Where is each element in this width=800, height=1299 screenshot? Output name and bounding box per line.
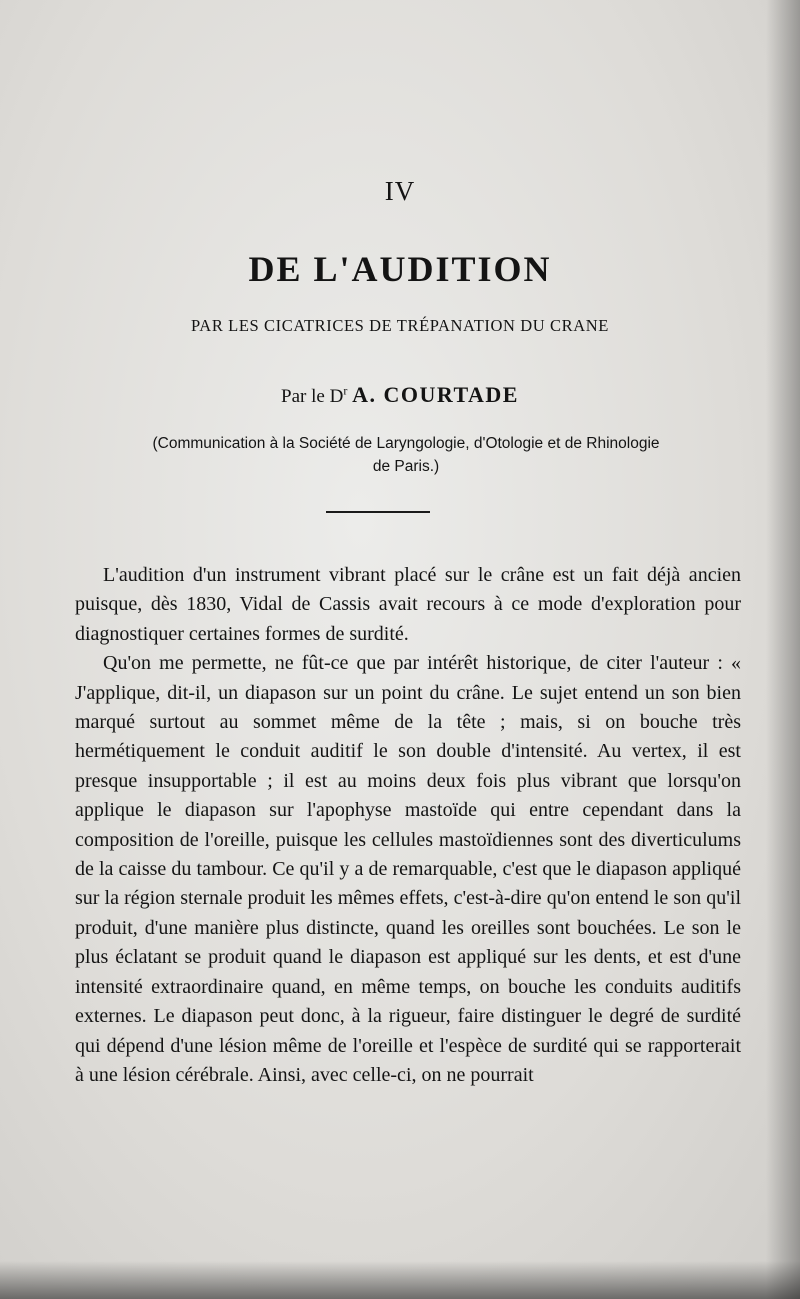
page-edge-shadow-bottom <box>0 1261 800 1299</box>
section-divider <box>326 511 430 513</box>
communication-note <box>76 432 736 478</box>
chapter-subtitle: PAR LES CICATRICES DE TRÉPANATION DU CRANE <box>191 316 609 335</box>
communication-line-1: (Communication à la Société de Laryngologie, d'Otologie et de Rhinologie <box>152 435 660 452</box>
article-body <box>75 561 741 1090</box>
byline-superscript: r <box>343 383 348 398</box>
paragraph-2: Qu'on me permette, ne fût-ce que par intérêt historique, de citer l'auteur : « J'applique, dit-il, un diapason sur un point du crâne. Le sujet entend un son bien marqué surtout au sommet même de la tête ; mais, si on bouche très hermétiquement le conduit auditif le son double d'intensité. Au vertex, il est presque insupportable ; il est au moins deux fois plus vibrant que lorsqu'on applique le diapason sur l'apophyse mastoïde qui entre cependant dans la composition de l'oreille, puisque les cellules mastoïdiennes sont des diverticulums de la caisse du tambour. Ce qu'il y a de remarquable, c'est que le diapason appliqué sur la région sternale produit les mêmes effets, c'est-à-dire qu'on entend le son qu'il produit, d'une manière plus distincte, quand les oreilles sont bouchées. Le son le plus éclatant se produit quand le diapason est appliqué sur les dents, et est d'une intensité extraordinaire quand, en même temps, on bouche les conduits auditifs externes. Le diapason peut donc, à la rigueur, faire distinguer le degré de surdité qui dépend d'une lésion même de l'oreille et l'espèce de surdité qui se rapporterait à une lésion cérébrale. Ainsi, avec celle-ci, on ne pourrait <box>75 652 741 1086</box>
byline <box>0 382 800 408</box>
paragraph-1: L'audition d'un instrument vibrant placé sur le crâne est un fait déjà ancien puisque, dès 1830, Vidal de Cassis avait recours à ce mode d'exploration pour diagnostiquer certaines formes de surdité. <box>75 564 741 645</box>
communication-line-2: de Paris.) <box>372 458 440 475</box>
chapter-title: DE L'AUDITION <box>248 249 552 289</box>
byline-prefix: Par le D <box>281 386 344 407</box>
byline-author: A. COURTADE <box>352 382 519 407</box>
chapter-number: IV <box>384 176 416 206</box>
